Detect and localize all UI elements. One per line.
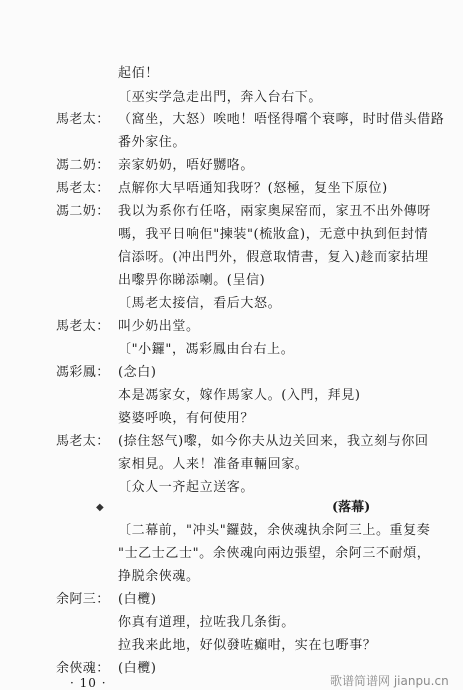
dialogue-line: 本是馮家女，嫁作馬家人。(入門，拜見) [118,388,361,403]
stage-direction: 挣脱余俠魂。 [118,569,200,584]
speaker-ma-lao-tai: 馬老太： [56,181,110,196]
speaker-ma-lao-tai: 馬老太： [56,319,110,334]
dialogue-line: 出嚟畀你睇添喇。(呈信) [118,273,266,288]
dialogue-line: 我以为系你冇任咯，兩家奥屎窑而，家丑不出外傳呀 [118,204,431,219]
stage-direction: 〔馬老太接信，看后大怒。 [118,296,282,311]
dialogue-line: 亲家奶奶，唔好嬲咯。 [118,158,255,173]
dialogue-line: 叫少奶出堂。 [118,319,200,334]
dialogue-line: (白欖) [118,661,157,676]
dialogue-line: 你真有道理，拉咗我几条街。 [118,615,295,630]
stage-direction: 〔众人一齐起立送客。 [118,480,255,495]
speaker-feng-er-nai: 馮二奶： [56,204,110,219]
dialogue-line: (白欖) [118,592,157,607]
stage-direction: "士乙士乙士"。余俠魂向兩边張望，余阿三不耐煩， [118,546,431,561]
speaker-ma-lao-tai: 馬老太： [56,434,110,449]
speaker-yu-a-san: 余阿三： [56,592,110,607]
dialogue-line: 拉我来此地，好似發咗癲咁，实在乜嘢事？ [118,638,377,653]
page-number: · 10 · [70,676,107,690]
stage-direction: 〔二幕前，"冲头"鑼鼓，余俠魂执余阿三上。重复奏 [118,523,431,538]
dialogue-line: 嗎，我平日响佢"揀装"(梳妝盒)，无意中执到佢封情 [118,227,429,242]
dialogue-line: 番外家住。 [118,135,187,150]
dialogue-line: 信添呀。(冲出門外，假意取情書，复入)趁而家拈埋 [118,250,429,265]
dialogue-line: (念白) [118,365,157,380]
speaker-ma-lao-tai: 馬老太： [56,112,110,127]
dialogue-line: （窩坐，大怒）唉吔！唔怪得嚐个衰嚀，时时借头借路 [118,112,445,127]
dialogue-line: (捺住怒气)嚟，如今你夫从边关回来，我立刻与你回 [118,434,429,449]
watermark: 歌谱简谱网 jianpu.cn [330,674,449,688]
stage-direction: 〔"小鑼"，馮彩鳳由台右上。 [118,342,295,357]
side-mark: ◆ [96,502,104,513]
dialogue-line: 家相見。人来！准备車輛回家。 [118,457,309,472]
dialogue-line: 点解你大早唔通知我呀？(怒極，复坐下原位) [118,181,388,196]
dialogue-line: 婆婆呼唤，有何使用？ [118,411,255,426]
stage-direction: 〔巫实学急走出門，奔入台右下。 [118,90,323,105]
curtain-mark: (落幕) [332,500,371,515]
speaker-feng-cai-feng: 馮彩鳳： [56,365,110,380]
text-line: 起佰！ [118,66,159,81]
speaker-yu-xia-hun: 余俠魂： [56,661,110,676]
speaker-feng-er-nai: 馮二奶： [56,158,110,173]
